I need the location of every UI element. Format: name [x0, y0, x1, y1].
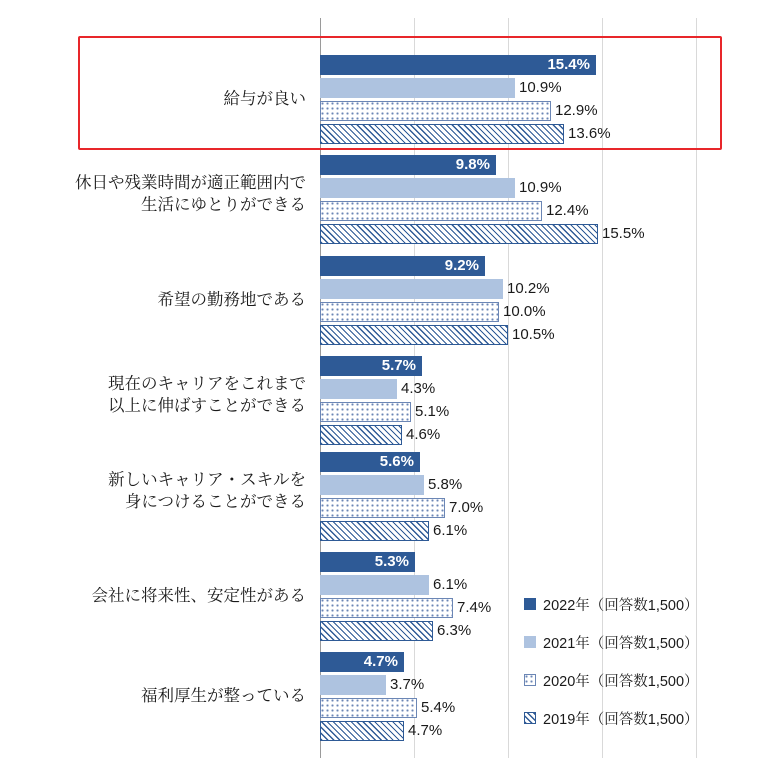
- bar-value-2021-2: 10.9%: [519, 179, 562, 196]
- bar-2019-4: [320, 425, 402, 445]
- bar-value-2019-2: 15.5%: [602, 225, 645, 242]
- bar-value-2021-7: 3.7%: [390, 676, 425, 693]
- bar-2019-5: [320, 521, 429, 541]
- category-label-2-line1: 休日や残業時間が適正範囲内で: [75, 174, 306, 192]
- legend-item-2020[interactable]: [524, 661, 756, 699]
- bar-2020-4: [320, 402, 411, 422]
- category-label-5: [0, 469, 306, 514]
- legend-label-2020: 2020年（回答数1,500）: [543, 673, 699, 690]
- bar-value-2021-5: 5.8%: [428, 476, 463, 493]
- category-label-4-line2: 以上に伸ばすことができる: [108, 397, 306, 416]
- legend-swatch-icon-2022: [524, 598, 536, 610]
- bar-value-2019-6: 6.3%: [437, 622, 472, 639]
- bar-2019-2: [320, 224, 598, 244]
- category-label-5-line1: 新しいキャリア・スキルを: [108, 471, 306, 489]
- bar-2021-2: [320, 178, 515, 198]
- category-label-1: 給与が良い: [223, 90, 306, 108]
- legend-swatch-icon-2020: [524, 674, 536, 686]
- bar-2020-3: [320, 302, 499, 322]
- category-label-2: [0, 172, 306, 217]
- bar-2021-1: [320, 78, 515, 98]
- bar-2022-4: [320, 356, 422, 376]
- bar-value-2021-1: 10.9%: [519, 79, 562, 96]
- bar-2021-5: [320, 475, 424, 495]
- bar-value-2020-1: 12.9%: [555, 102, 598, 119]
- bar-value-2021-4: 4.3%: [401, 380, 436, 397]
- bar-value-2022-5: 5.6%: [379, 453, 414, 470]
- bar-2020-6: [320, 598, 453, 618]
- bar-value-2022-3: 9.2%: [444, 257, 479, 274]
- bar-2019-3: [320, 325, 508, 345]
- bar-value-2020-6: 7.4%: [457, 599, 492, 616]
- bar-value-2019-1: 13.6%: [568, 125, 611, 142]
- bar-2021-7: [320, 675, 386, 695]
- bar-2020-2: [320, 201, 542, 221]
- bar-2022-1: [320, 55, 596, 75]
- bar-value-2020-5: 7.0%: [449, 499, 484, 516]
- bar-2022-7: [320, 652, 404, 672]
- bar-value-2019-5: 6.1%: [433, 522, 468, 539]
- bar-value-2020-7: 5.4%: [421, 699, 456, 716]
- bar-2020-7: [320, 698, 417, 718]
- bar-value-2022-2: 9.8%: [455, 156, 490, 173]
- bar-2019-6: [320, 621, 433, 641]
- category-label-5-line2: 身につけることができる: [124, 493, 306, 512]
- bar-2020-5: [320, 498, 445, 518]
- bar-2019-7: [320, 721, 404, 741]
- bar-value-2021-6: 6.1%: [433, 576, 468, 593]
- bar-2021-6: [320, 575, 429, 595]
- bar-2021-3: [320, 279, 503, 299]
- bar-2021-4: [320, 379, 397, 399]
- bar-2022-5: [320, 452, 420, 472]
- category-label-6: 会社に将来性、安定性がある: [91, 587, 306, 605]
- bar-value-2022-7: 4.7%: [363, 653, 398, 670]
- bar-2019-1: [320, 124, 564, 144]
- bar-value-2019-7: 4.7%: [408, 722, 443, 739]
- legend-item-2021[interactable]: [524, 623, 756, 661]
- bar-2022-3: [320, 256, 485, 276]
- bar-value-2022-6: 5.3%: [374, 553, 409, 570]
- bar-value-2019-3: 10.5%: [512, 326, 555, 343]
- legend-swatch-icon-2021: [524, 636, 536, 648]
- bar-value-2022-1: 15.4%: [547, 56, 590, 73]
- legend-item-2019[interactable]: [524, 699, 756, 737]
- legend-item-2022[interactable]: [524, 585, 756, 623]
- bar-value-2020-3: 10.0%: [503, 303, 546, 320]
- bar-value-2020-4: 5.1%: [415, 403, 450, 420]
- legend: [524, 585, 756, 737]
- category-label-4-line1: 現在のキャリアをこれまで: [108, 375, 306, 393]
- legend-swatch-icon-2019: [524, 712, 536, 724]
- category-label-3: 希望の勤務地である: [157, 291, 306, 309]
- category-label-7: 福利厚生が整っている: [141, 687, 306, 705]
- category-label-2-line2: 生活にゆとりができる: [141, 196, 306, 215]
- legend-label-2021: 2021年（回答数1,500）: [543, 635, 699, 652]
- bar-2022-6: [320, 552, 415, 572]
- legend-label-2019: 2019年（回答数1,500）: [543, 711, 699, 728]
- bar-value-2019-4: 4.6%: [406, 426, 441, 443]
- bar-value-2021-3: 10.2%: [507, 280, 550, 297]
- bar-2020-1: [320, 101, 551, 121]
- category-label-4: [0, 373, 306, 418]
- bar-value-2020-2: 12.4%: [546, 202, 589, 219]
- bar-2022-2: [320, 155, 496, 175]
- bar-value-2022-4: 5.7%: [381, 357, 416, 374]
- legend-label-2022: 2022年（回答数1,500）: [543, 597, 699, 614]
